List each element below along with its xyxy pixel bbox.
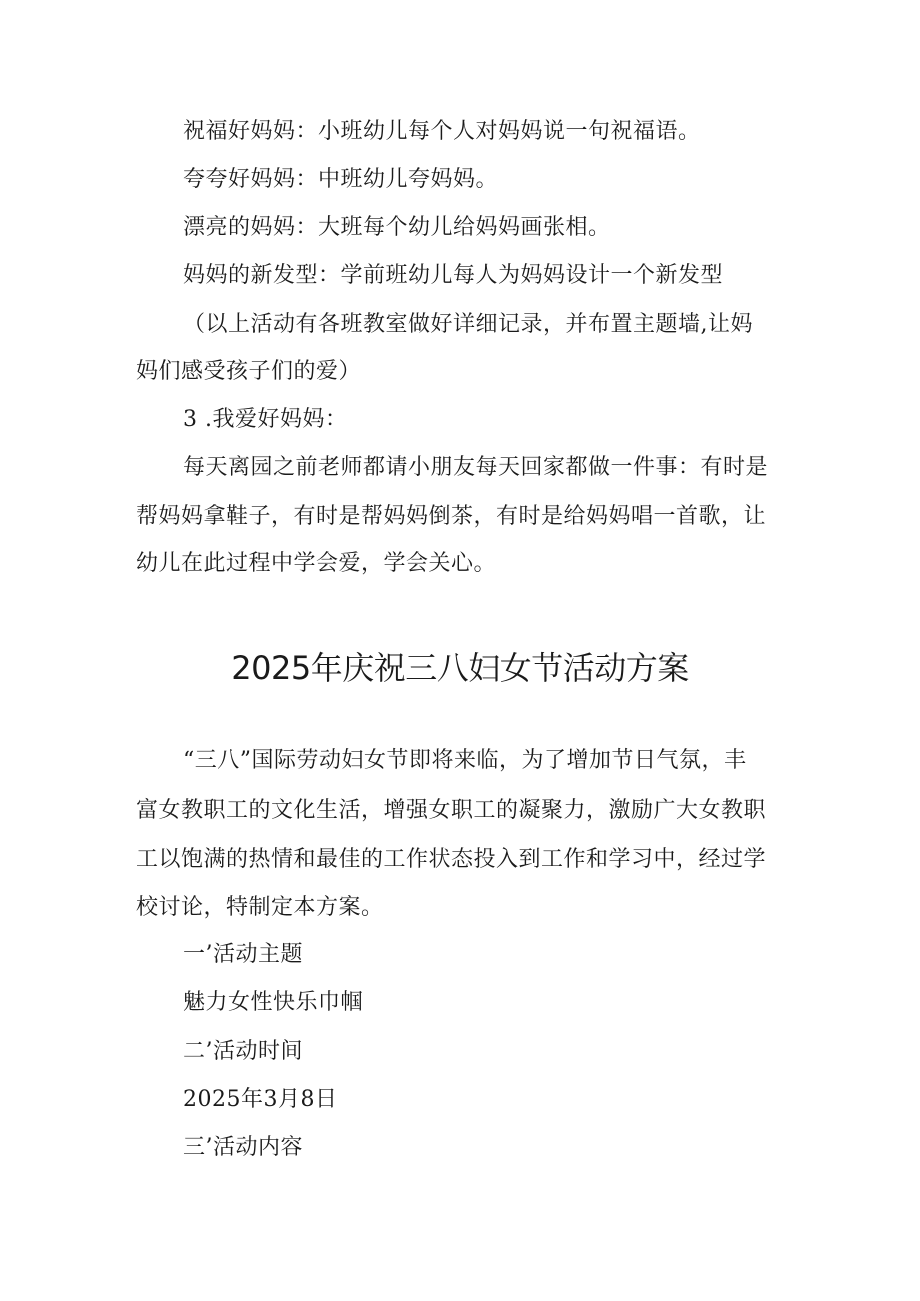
- activity-item-hairstyle: 妈妈的新发型：学前班幼儿每人为妈妈设计一个新发型: [183, 263, 724, 288]
- activity-time-text: 2025年3月8日: [183, 1087, 338, 1112]
- intro-line-3: 工以饱满的热情和最佳的工作状态投入到工作和学习中，经过学: [136, 847, 767, 872]
- heading-activity-theme: 一’活动主题: [183, 942, 303, 967]
- document-title: 2025年庆祝三八妇女节活动方案: [231, 649, 689, 687]
- activity-theme-text: 魅力女性快乐巾帼: [183, 990, 364, 1015]
- heading-activity-time: 二’活动时间: [183, 1039, 303, 1064]
- subheading-love-mom: 3 .我爱好妈妈：: [183, 407, 348, 432]
- intro-line-1: “三八”国际劳动妇女节即将来临，为了增加节日气氛，丰: [183, 748, 747, 773]
- paragraph-line-1: 每天离园之前老师都请小朋友每天回家都做一件事：有时是: [183, 455, 769, 480]
- intro-line-2: 富女教职工的文化生活，增强女职工的凝聚力，激励广大女教职: [136, 798, 767, 823]
- activity-item-blessing: 祝福好妈妈：小班幼儿每个人对妈妈说一句祝福语。: [183, 119, 701, 144]
- activity-item-praise: 夸夸好妈妈：中班幼儿夸妈妈。: [183, 167, 499, 192]
- heading-activity-content: 三’活动内容: [183, 1135, 303, 1160]
- paragraph-line-2: 帮妈妈拿鞋子，有时是帮妈妈倒茶，有时是给妈妈唱一首歌，让: [136, 504, 767, 529]
- note-line-2: 妈们感受孩子们的爱）: [136, 359, 362, 384]
- activity-item-portrait: 漂亮的妈妈：大班每个幼儿给妈妈画张相。: [183, 215, 611, 240]
- note-line-1: （以上活动有各班教室做好详细记录，并布置主题墙,让妈: [183, 312, 753, 337]
- intro-line-4: 校讨论，特制定本方案。: [136, 895, 384, 920]
- paragraph-line-3: 幼儿在此过程中学会爱，学会关心。: [136, 551, 497, 576]
